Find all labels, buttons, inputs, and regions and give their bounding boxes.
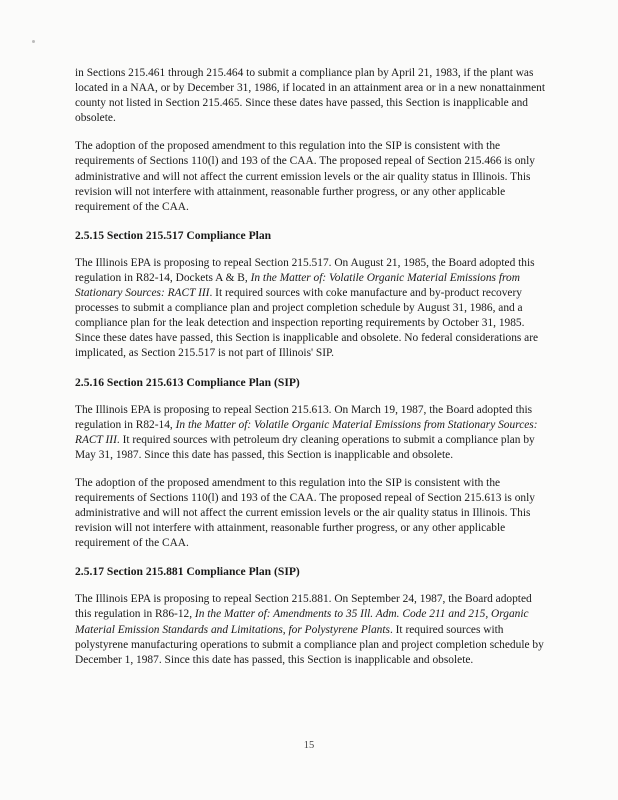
section-heading-2-5-15: 2.5.15 Section 215.517 Compliance Plan bbox=[75, 228, 272, 242]
text-run: . It required sources with petroleum dry cleaning operations to submit a compliance plan by May 31, 1987. Since this date has passed, this Section is inapplicable and obsolete. bbox=[75, 433, 535, 461]
section-2-5-15-paragraph bbox=[75, 256, 547, 362]
section-2-5-17-paragraph bbox=[75, 592, 547, 667]
paragraph-sip-consistency: The adoption of the proposed amendment to this regulation into the SIP is consistent with the requirements of Sections 110(l) and 193 of the CAA. The proposed repeal of Section 215.466 is only administrative and will not affect the current emission levels or the air quality status in Illinois. This revision will not interfere with attainment, reasonable further progress, or any other applicable requirement of the CAA. bbox=[75, 140, 535, 213]
text-run: The Illinois EPA is proposing to repeal Section 215.881. On September 24, 1987, the Board adopted this regulation in R86-12, bbox=[75, 593, 532, 621]
text-run: . It required sources with coke manufacture and by-product recovery processes to submit a compliance plan and project completion schedule by August 31, 1986, and a compliance plan for the leak detection and inspection reporting requirements by October 31, 1985. Since these dates have passed, this Section is inapplicable and obsolete. No federal considerations are implicated, as Section 215.517 is not part of Illinois' SIP. bbox=[75, 287, 539, 360]
section-heading-2-5-17: 2.5.17 Section 215.881 Compliance Plan (SIP) bbox=[75, 565, 300, 579]
paragraph-continued: in Sections 215.461 through 215.464 to submit a compliance plan by April 21, 1983, if the plant was located in a NAA, or by December 31, 1986, if located in an attainment area or in a new nonattainment county not listed in Section 215.465. Since these dates have passed, this Section is inapplicable and obsolete. bbox=[75, 67, 546, 125]
text-run: The Illinois EPA is proposing to repeal Section 215.517. On August 21, 1985, the Board adopted this regulation in R82-14, Dockets A & B, bbox=[75, 256, 535, 284]
case-title: In the Matter of: Amendments to 35 Ill. Adm. Code 211 and 215, Organic Material Emission Standards and Limitations, for Polystyrene Plants bbox=[75, 608, 529, 636]
text-run: The Illinois EPA is proposing to repeal Section 215.613. On March 19, 1987, the Board adopted this regulation in R82-14, bbox=[75, 403, 533, 431]
section-2-5-16-paragraph bbox=[75, 403, 547, 463]
scan-speck bbox=[32, 40, 35, 43]
page-body bbox=[75, 66, 547, 681]
section-2-5-16-sip-paragraph: The adoption of the proposed amendment to this regulation into the SIP is consistent with the requirements of Sections 110(l) and 193 of the CAA. The proposed repeal of Section 215.613 is only administrative and will not affect the current emission levels or the air quality status in Illinois. This revision will not interfere with attainment, reasonable further progress, or any other applicable requirement of the CAA. bbox=[75, 476, 535, 550]
case-title: In the Matter of: Volatile Organic Material Emissions from Stationary Sources: RACT III bbox=[75, 418, 538, 446]
case-title: In the Matter of: Volatile Organic Material Emissions from Stationary Sources: RACT III bbox=[75, 271, 520, 300]
section-heading-2-5-16: 2.5.16 Section 215.613 Compliance Plan (SIP) bbox=[75, 375, 300, 389]
text-run: . It required sources with polystyrene manufacturing operations to submit a compliance plan and project completion schedule by December 1, 1987. Since this date has passed, this Section is inapplicable and obsolete. bbox=[75, 623, 544, 666]
page-number: 15 bbox=[303, 740, 315, 751]
